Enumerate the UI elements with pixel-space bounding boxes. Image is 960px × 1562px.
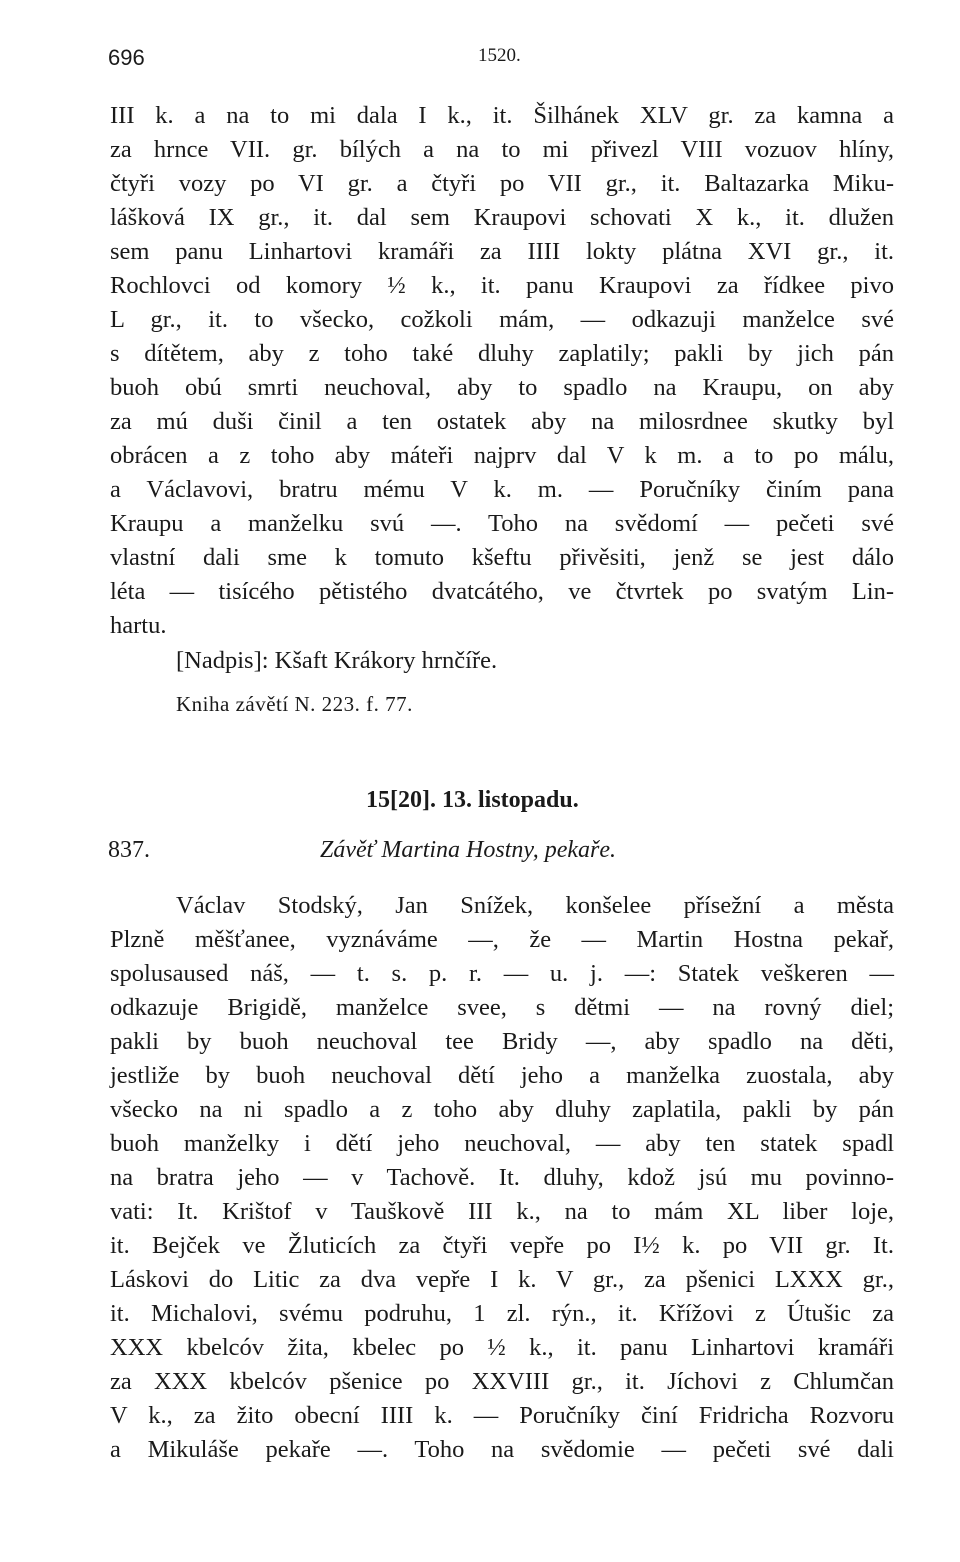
text-line: čtyři vozy po VI gr. a čtyři po VII gr., it. Baltazarka Miku- [110,170,894,197]
text-line: pakli by buoh neuchoval tee Bridy —, aby spadlo na děti, [110,1028,894,1055]
text-line: s dítětem, aby z toho také dluhy zaplatily; pakli by jich pán [110,340,894,367]
text-line: III k. a na to mi dala I k., it. Šilhánek XLV gr. za kamna a [110,102,894,129]
text-line: buoh obú smrti neuchoval, aby to spadlo na Kraupu, on aby [110,374,894,401]
text-line: Václav Stodský, Jan Snížek, konšelee přísežní a města [176,892,894,919]
page-number: 696 [108,45,145,70]
text-line: vati: It. Krištof v Tauškově III k., na to mám XL liber loje, [110,1198,894,1225]
text-line: Láskovi do Litic za dva vepře I k. V gr., za pšenici LXXX gr., [110,1266,894,1293]
text-line: a Mikuláše pekaře —. Toho na svědomie — pečeti své dali [110,1436,894,1463]
text-line: vlastní dali sme k tomuto kšeftu přivěsiti, jenž se jest dálo [110,544,894,571]
text-line: léta — tisícého pětistého dvatcátého, ve čtvrtek po svatým Lin- [110,578,894,605]
text-line: L gr., it. to všecko, cožkoli mám, — odkazuji manželce své [110,306,894,333]
text-line: spolusaused náš, — t. s. p. r. — u. j. —: Statek veškeren — [110,960,894,987]
text-line: a Václavovi, bratru mému V k. m. — Poručníky činím pana [110,476,894,503]
running-head-year: 1520. [478,45,521,66]
text-line: za mú duši činil a ten ostatek aby na milosrdnee skutky byl [110,408,894,435]
text-line: jestliže by buoh neuchoval dětí jeho a manželka zuostala, aby [110,1062,894,1089]
text-line: it. Bejček ve Žluticích za čtyři vepře po I½ k. po VII gr. It. [110,1232,894,1259]
text-line: Kraupu a manželku svú —. Toho na svědomí — pečeti své [110,510,894,537]
document-date: 15[20]. 13. listopadu. [366,787,579,813]
text-line: všecko na ni spadlo a z toho aby dluhy zaplatila, pakli by pán [110,1096,894,1123]
text-line: it. Michalovi, svému podruhu, 1 zl. rýn., it. Křížovi z Útušic za [110,1300,894,1327]
document-title: Závěť Martina Hostny, pekaře. [320,837,617,863]
text-line: za XXX kbelcóv pšenice po XXVIII gr., it. Jíchovi z Chlumčan [110,1368,894,1395]
text-line: V k., za žito obecní IIII k. — Poručníky činí Fridricha Rozvoru [110,1402,894,1429]
text-line: obrácen a z toho aby máteři najprv dal V k m. a to po málu, [110,442,894,469]
text-line: sem panu Linhartovi kramáři za IIII lokty plátna XVI gr., it. [110,238,894,265]
text-line: Rochlovci od komory ½ k., it. panu Kraupovi za řídkee pivo [110,272,894,299]
text-line: odkazuje Brigidě, manželce svee, s dětmi — na rovný diel; [110,994,894,1021]
text-line: XXX kbelcóv žita, kbelec po ½ k., it. panu Linhartovi kramáři [110,1334,894,1361]
text-line: Plzně měšťanee, vyznáváme —, že — Martin Hostna pekař, [110,926,894,953]
text-line: za hrnce VII. gr. bílých a na to mi přivezl VIII vozuov hlíny, [110,136,894,163]
text-line: lášková IX gr., it. dal sem Kraupovi schovati X k., it. dlužen [110,204,894,231]
text-line: na bratra jeho — v Tachově. It. dluhy, kdož jsú mu povinno- [110,1164,894,1191]
document-number: 837. [108,837,150,863]
source-reference: Kniha závětí N. 223. f. 77. [176,692,413,716]
text-line: hartu. [110,612,167,639]
text-line: buoh manželky i dětí jeho neuchoval, — aby ten statek spadl [110,1130,894,1157]
heading-note: [Nadpis]: Kšaft Krákory hrnčíře. [176,647,498,674]
